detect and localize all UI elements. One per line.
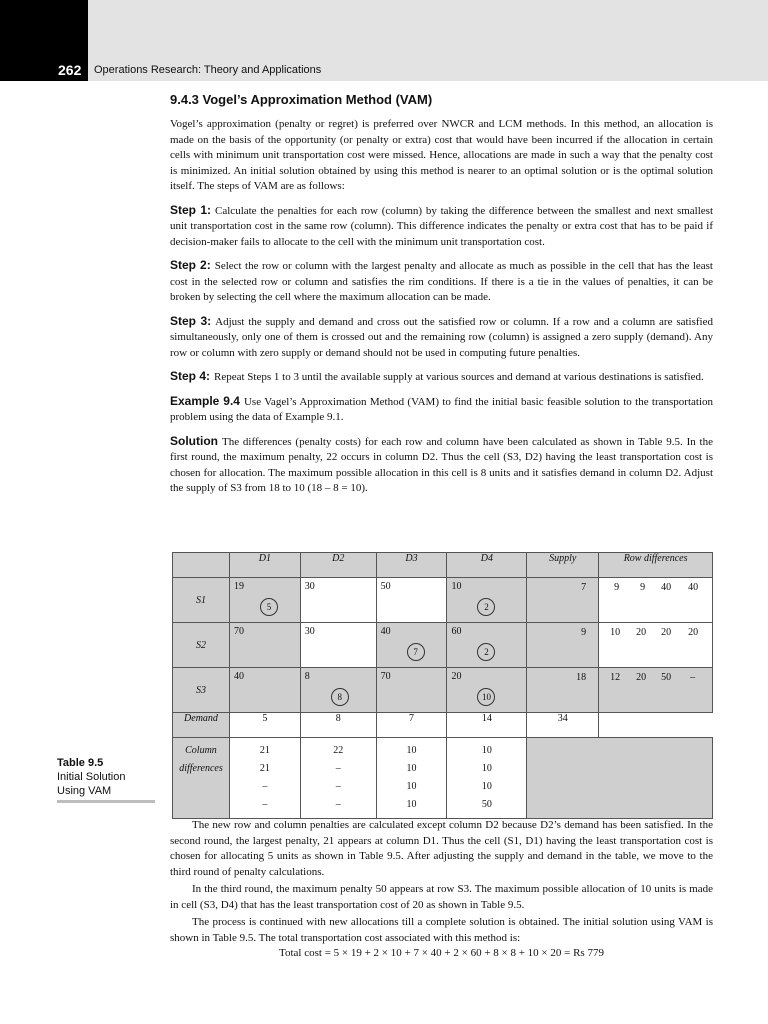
demand-value: 5 [229, 713, 300, 738]
row-diff: 20 [636, 627, 647, 638]
step-1 [170, 203, 713, 251]
coldiff-value: 10 [481, 781, 492, 792]
demand-value: 14 [447, 713, 527, 738]
supply-cell: 9 [527, 623, 599, 668]
coldiff-value: – [262, 781, 268, 792]
header-d1: D1 [229, 553, 300, 578]
coldiff-label [173, 738, 230, 819]
solution-label: Solution [170, 433, 218, 448]
cost-value: 40 [233, 671, 244, 682]
row-diff: 9 [614, 582, 620, 593]
coldiff-value: 21 [259, 745, 270, 756]
row-diff: 20 [661, 627, 672, 638]
step-text: Repeat Steps 1 to 3 until the available supply at various sources and demand at various destinations is satisfied. [214, 371, 704, 383]
cost-value: 50 [380, 581, 391, 592]
row-diff-cell [599, 578, 713, 623]
intro-paragraph: Vogel’s approximation (penalty or regret) is preferred over NWCR and LCM methods. In this method, an allocation is made on the basis of the opportunity (or penalty or extra) cost that would have been incurred if the allocation in certain cells with minimum unit transportation cost were missed. Hence, allocations are made in such a way that the penalty cost is minimized. An initial solution obtained by using this method is nearer to an optimal solution or is the optimal solution itself. The steps of VAM are as follows: [170, 118, 713, 192]
cost-value: 20 [451, 671, 462, 682]
paragraph: In the third round, the maximum penalty 50 appears at row S3. The maximum possible allocation of 10 units is made in cell (S3, D4) that has the least transportation cost of 20 as shown in Table 9.5. [170, 883, 713, 911]
step-2 [170, 258, 713, 306]
table-row [173, 668, 713, 713]
vam-table [172, 552, 713, 819]
cost-cell [300, 623, 376, 668]
paragraph: The new row and column penalties are calculated except column D2 because D2’s demand has been satisfied. In the second round, the largest penalty, 21 appears at column D1. Thus the cell (S1, D1) having the least transportation cost is chosen for allocating 5 units as shown in Table 9.5. After adjusting the supply and demand in the table, we move to the third round of penalty calculations. [170, 819, 713, 878]
caption-line: Initial Solution [57, 771, 126, 783]
coldiff-value: 21 [259, 763, 270, 774]
section-title: 9.4.3 Vogel’s Approximation Method (VAM) [170, 92, 433, 107]
running-title: Operations Research: Theory and Applications [94, 64, 322, 76]
row-diff: 50 [661, 672, 672, 683]
coldiff-value: – [335, 799, 341, 810]
cost-cell [447, 623, 527, 668]
coldiff-value: 10 [406, 799, 417, 810]
row-diff-cell [599, 668, 713, 713]
header-d2: D2 [300, 553, 376, 578]
cost-cell [447, 668, 527, 713]
coldiff-label-line: Column [185, 745, 217, 756]
caption-number: Table 9.5 [57, 757, 104, 769]
example-9-4 [170, 394, 713, 426]
cost-value: 10 [451, 581, 462, 592]
coldiff-value: – [335, 781, 341, 792]
row-diff: 9 [640, 582, 646, 593]
page-number: 262 [58, 62, 82, 78]
example-label: Example 9.4 [170, 393, 240, 408]
row-label: S3 [173, 668, 230, 713]
allocation-circle: 2 [477, 643, 495, 661]
allocation-circle: 7 [407, 643, 425, 661]
page-number-box [0, 0, 88, 81]
cost-value: 40 [380, 626, 391, 637]
coldiff-label-line: differences [179, 763, 223, 774]
row-diff: 20 [688, 627, 699, 638]
step-text: Adjust the supply and demand and cross out the satisfied row or column. If a row and a column are satisfied simultaneously, only one of them is crossed out and the remaining row (column) is assigned a zero supply (demand). Any row or column with zero supply or demand should not be used in computing future penalties. [170, 315, 713, 359]
row-diff: 40 [661, 582, 672, 593]
main-content [170, 92, 713, 497]
after-table-text [170, 818, 713, 970]
cost-value: 8 [304, 671, 310, 682]
step-4 [170, 369, 713, 386]
supply-cell: 18 [527, 668, 599, 713]
step-label: Step 2: [170, 258, 211, 272]
cost-value: 30 [304, 581, 315, 592]
header-supply: Supply [527, 553, 599, 578]
row-label: S2 [173, 623, 230, 668]
cost-cell [447, 578, 527, 623]
cost-cell [376, 668, 447, 713]
row-diff: 12 [610, 672, 621, 683]
demand-row [173, 713, 713, 738]
cost-value: 19 [233, 581, 244, 592]
row-diff: 10 [610, 627, 621, 638]
cost-value: 70 [380, 671, 391, 682]
total-cost-equation: Total cost = 5 × 19 + 2 × 10 + 7 × 40 + 2 × 60 + 8 × 8 + 10 × 20 = Rs 779 [279, 947, 604, 959]
step-text: Calculate the penalties for each row (column) by taking the difference between the smallest and next smallest unit transportation cost in the same row (column). This difference indicates the penalty or extra cost that has to be paid if decision-maker fails to allocate to the cell with the minimum unit transportation cost. [170, 204, 713, 248]
row-diff: 20 [636, 672, 647, 683]
row-diff-cell [599, 623, 713, 668]
coldiff-value: 10 [406, 745, 417, 756]
demand-value: 7 [376, 713, 447, 738]
cost-cell [300, 578, 376, 623]
header-row-differences: Row differences [599, 553, 713, 578]
cost-cell [229, 668, 300, 713]
cost-cell [229, 578, 300, 623]
column-differences-row [173, 738, 713, 819]
row-label: S1 [173, 578, 230, 623]
corner-cell [173, 553, 230, 578]
coldiff-value: – [262, 799, 268, 810]
coldiff-column [229, 738, 300, 819]
caption-rule [57, 800, 155, 803]
allocation-circle: 8 [331, 688, 349, 706]
demand-value: 8 [300, 713, 376, 738]
cost-value: 70 [233, 626, 244, 637]
header-d3: D3 [376, 553, 447, 578]
cost-value: 60 [451, 626, 462, 637]
solution-paragraph [170, 434, 713, 497]
coldiff-value: 10 [406, 781, 417, 792]
cost-value: 30 [304, 626, 315, 637]
cost-cell [376, 623, 447, 668]
paragraph: The process is continued with new allocations till a complete solution is obtained. The initial solution using VAM is shown in Table 9.5. The total transportation cost associated with this method is: [170, 916, 713, 944]
coldiff-column [376, 738, 447, 819]
supply-cell: 7 [527, 578, 599, 623]
demand-label: Demand [173, 713, 230, 738]
cost-cell [229, 623, 300, 668]
coldiff-value: 10 [481, 763, 492, 774]
allocation-circle: 5 [260, 598, 278, 616]
row-diff: – [690, 672, 696, 683]
header-d4: D4 [447, 553, 527, 578]
step-label: Step 3: [170, 313, 212, 328]
table-row [173, 578, 713, 623]
coldiff-value: – [335, 763, 341, 774]
table-caption [57, 756, 126, 798]
step-label: Step 1: [170, 202, 212, 217]
total-value: 34 [527, 713, 599, 738]
blank-cell [527, 738, 713, 819]
step-3 [170, 314, 713, 362]
blank-cell [599, 713, 713, 738]
cost-cell [300, 668, 376, 713]
step-label: Step 4: [170, 369, 211, 383]
allocation-circle: 2 [477, 598, 495, 616]
table-row [173, 623, 713, 668]
step-text: Select the row or column with the largest penalty and allocate as much as possible in the cell that has the least cost in the selected row or column and satisfies the rim conditions. If there is a tie in the values of penalties, it can be broken by selecting the cell where the maximum allocation can be made. [170, 260, 713, 303]
coldiff-value: 22 [333, 745, 344, 756]
table-header-row [173, 553, 713, 578]
coldiff-column [447, 738, 527, 819]
cost-cell [376, 578, 447, 623]
coldiff-value: 10 [406, 763, 417, 774]
example-text: Use Vagel’s Approximation Method (VAM) to find the initial basic feasible solution to the transportation problem using the data of Example 9.1. [170, 395, 714, 423]
allocation-circle: 10 [477, 688, 495, 706]
coldiff-value: 50 [481, 799, 492, 810]
coldiff-value: 10 [481, 745, 492, 756]
row-diff: 40 [688, 582, 699, 593]
caption-line: Using VAM [57, 785, 112, 797]
coldiff-column [300, 738, 376, 819]
solution-text: The differences (penalty costs) for each row and column have been calculated as shown in Table 9.5. In the first round, the maximum penalty, 22 occurs in column D2. Thus the cell (S3, D2) having the least transportation cost is chosen for allocation. The maximum possible allocation in this cell is 8 units and it satisfies demand in column D2. Adjust the supply of S3 from 18 to 10 (18 – 8 = 10). [170, 435, 713, 494]
